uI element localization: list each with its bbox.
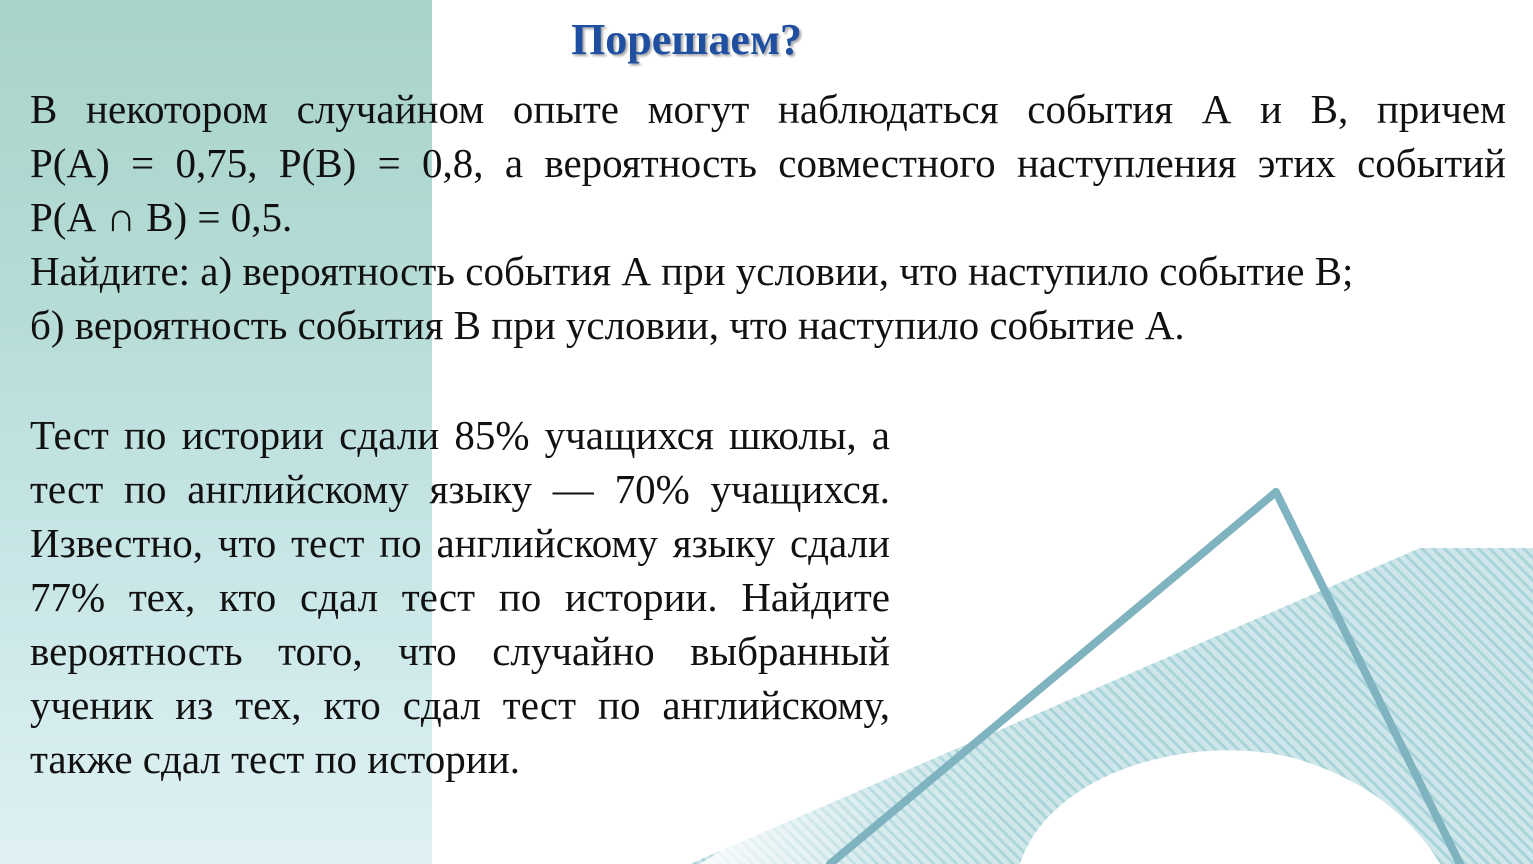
problem-1-line-1: В некотором случайном опыте могут наблюдаться события А и В, причем bbox=[30, 86, 1506, 132]
problem-1-line-2: Р(А) = 0,75, Р(В) = 0,8, а вероятность совместного наступления этих событий bbox=[30, 140, 1506, 186]
slide-title: Порешаем? bbox=[571, 15, 802, 64]
problem-1-line-4: Найдите: а) вероятность события А при условии, что наступило событие В; bbox=[30, 248, 1354, 294]
problem-1-line-5: б) вероятность события В при условии, что наступило событие А. bbox=[30, 302, 1185, 348]
problem-2-text: Тест по истории сдали 85% учащихся школы, а тест по английскому языку — 70% учащихся. Известно, что тест по английскому языку сдали 77% тех, кто сдал тест по истории. Найдите вероятность того, что случайно выбранный ученик из тех, кто сдал тест по английскому, также сдал тест по истории. bbox=[30, 412, 890, 782]
problem-1-text bbox=[30, 82, 1506, 352]
problem-1-line-3: Р(А ∩ В) = 0,5. bbox=[30, 194, 293, 240]
